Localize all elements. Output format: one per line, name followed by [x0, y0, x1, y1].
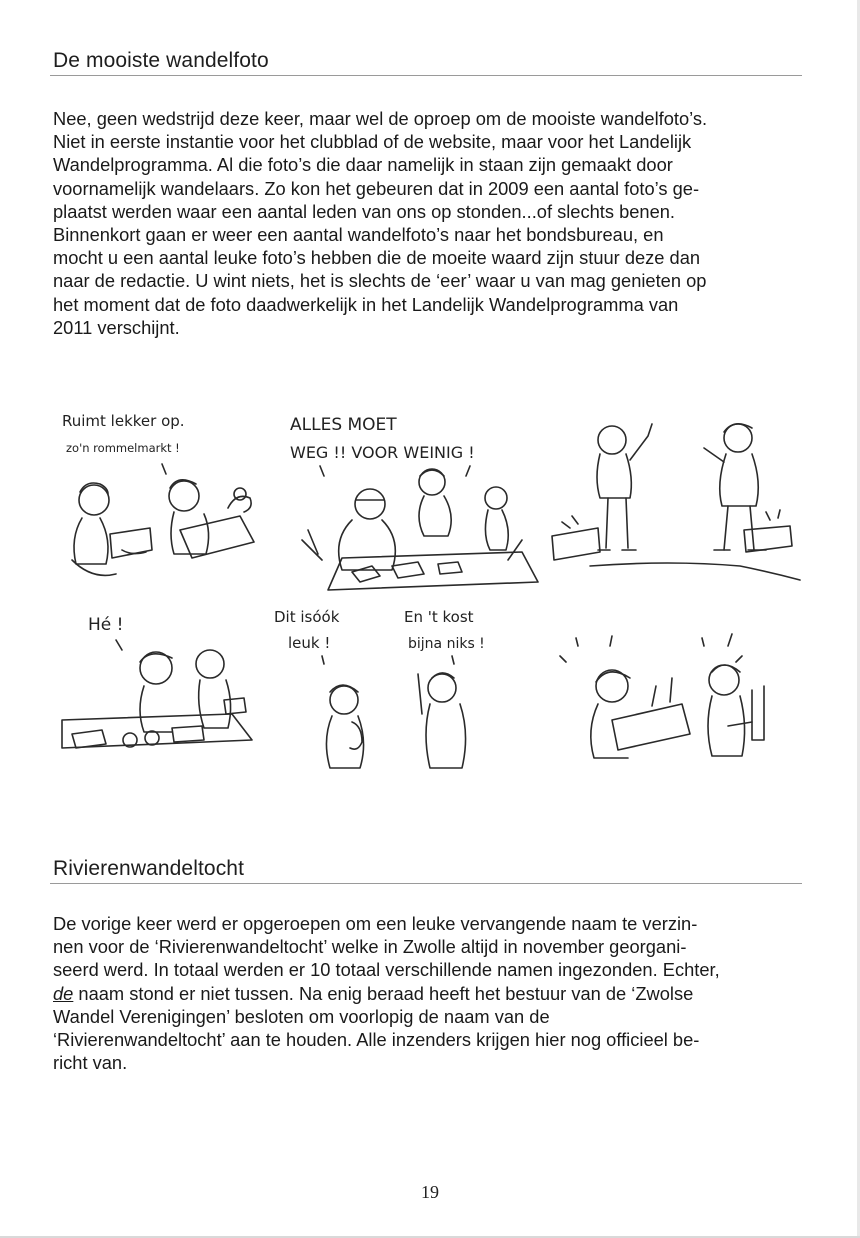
text-line: plaatst werden waar een aantal leden van ons op stonden...of slechts benen.: [53, 200, 675, 222]
text-line: nen voor de ‘Rivierenwandeltocht’ welke in Zwolle altijd in november georgani-: [53, 936, 687, 958]
text-line: Wandel Verenigingen’ besloten om voorlopig de naam van de: [53, 1005, 550, 1027]
text-line: het moment dat de foto daadwerkelijk in het Landelijk Wandelprogramma van: [53, 293, 679, 315]
title-rule: [50, 75, 802, 76]
cartoon-illustration: [52, 400, 804, 795]
speech-tick: [162, 464, 166, 474]
caption-he: Hé !: [88, 615, 124, 635]
text-line: Wandelprogramma. Al die foto’s die daar namelijk in staan zijn gemaakt door: [53, 154, 673, 176]
section-title-rivierenwandeltocht: Rivierenwandeltocht: [53, 857, 245, 880]
panel-6-ticks: [560, 634, 742, 662]
text-line: richt van.: [53, 1052, 128, 1074]
caption-rommelmarkt: zo'n rommelmarkt !: [66, 441, 180, 455]
text-line: [53, 982, 793, 1005]
caption-leuk: leuk !: [288, 634, 331, 652]
page-number: 19: [421, 1182, 439, 1202]
text-line: mocht u een aantal leuke foto’s hebben die de moeite waard zijn stuur deze dan: [53, 247, 701, 269]
caption-weg: WEG !! VOOR WEINIG !: [290, 443, 475, 462]
text-line: Niet in eerste instantie voor het clubblad of de website, maar voor het Landelijk: [53, 131, 692, 153]
panel-5-drawing: [326, 673, 465, 768]
text-line: voornamelijk wandelaars. Zo kon het gebeuren dat in 2009 een aantal foto’s ge-: [53, 177, 700, 199]
section-title-wandelfoto: De mooiste wandelfoto: [53, 49, 269, 72]
text-line: 2011 verschijnt.: [53, 316, 180, 338]
text-line-rest: naam stond er niet tussen. Na enig beraad heeft het bestuur van de ‘Zwolse: [73, 982, 694, 1004]
paragraph-wandelfoto: [53, 107, 793, 339]
speech-tick: [116, 640, 122, 650]
caption-alles-moet: ALLES MOET: [290, 415, 397, 435]
text-line: seerd werd. In totaal werden er 10 totaal verschillende namen ingezonden. Echter,: [53, 959, 720, 981]
caption-en-t-kost: En 't kost: [404, 608, 474, 626]
paragraph-rivierenwandeltocht: [53, 912, 793, 1074]
text-line: naar de redactie. U wint niets, het is slechts de ‘eer’ waar u van mag genieten op: [53, 270, 707, 292]
text-line: De vorige keer werd er opgeroepen om een leuke vervangende naam te verzin-: [53, 913, 698, 934]
panel-3-drawing: [552, 424, 800, 580]
text-line: Binnenkort gaan er weer een aantal wandelfoto’s naar het bondsbureau, en: [53, 224, 664, 246]
text-line: Nee, geen wedstrijd deze keer, maar wel de oproep om de mooiste wandelfoto’s.: [53, 108, 708, 129]
title-rule: [50, 883, 802, 884]
caption-bijna-niks: bijna niks !: [408, 636, 485, 652]
panel-2-drawing: [302, 469, 538, 590]
caption-ruimt: Ruimt lekker op.: [62, 412, 185, 430]
emphasis-de: de: [53, 982, 74, 1004]
panel-6-drawing: [591, 665, 764, 758]
speech-tick: [320, 466, 470, 476]
panel-4-drawing: [62, 650, 252, 748]
speech-tick: [322, 656, 454, 664]
panel-1-drawing: [72, 480, 254, 576]
caption-dit-is-ook: Dit isóók: [274, 608, 340, 626]
text-line: ‘Rivierenwandeltocht’ aan te houden. Alle inzenders krijgen hier nog officieel be-: [53, 1029, 700, 1051]
